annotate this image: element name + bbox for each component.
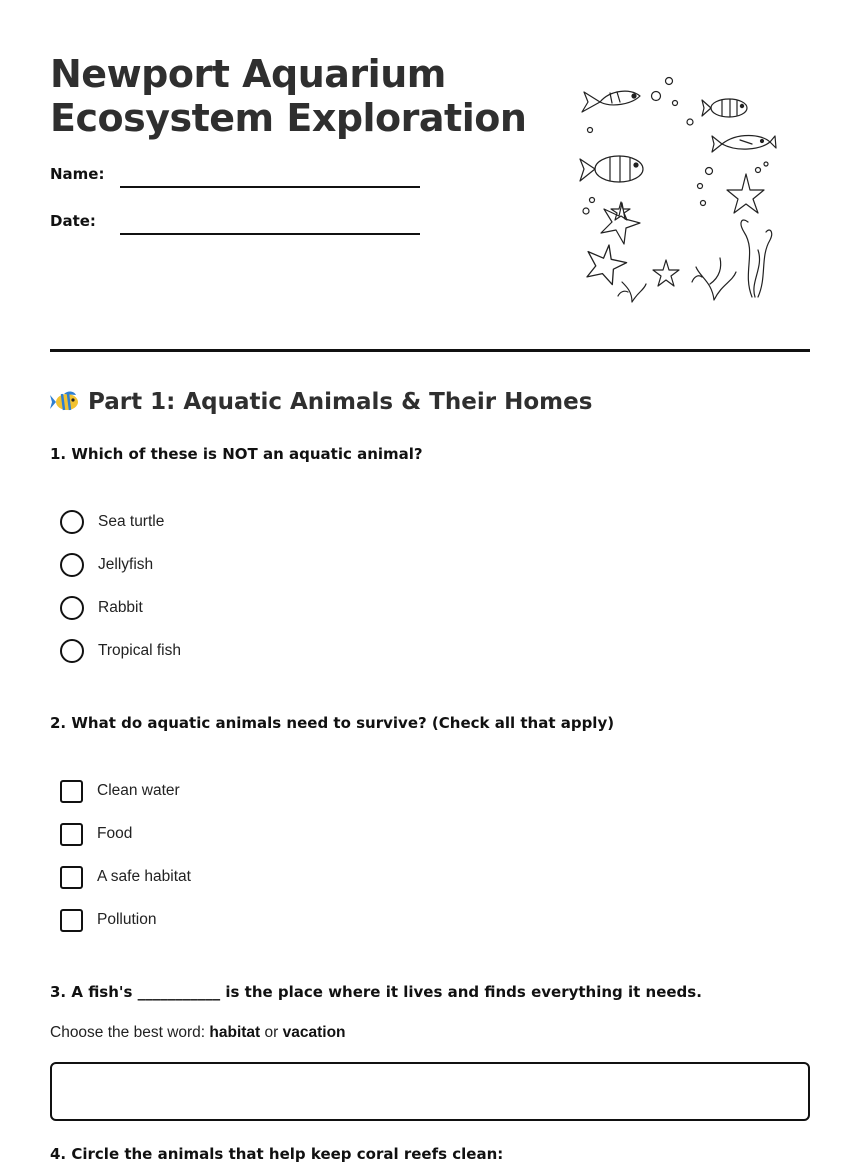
- radio-button[interactable]: [60, 510, 84, 534]
- hint-or: or: [260, 1024, 283, 1041]
- part-1-heading-text: Part 1: Aquatic Animals & Their Homes: [88, 389, 593, 415]
- q1-option[interactable]: [60, 595, 143, 621]
- ocean-animals-illustration: [572, 72, 782, 307]
- question-2: 2. What do aquatic animals need to survive? (Check all that apply): [50, 714, 615, 732]
- tropical-fish-icon: [50, 389, 80, 415]
- question-3-hint: [50, 1024, 346, 1042]
- option-label: Jellyfish: [98, 556, 154, 573]
- option-label: Clean water: [97, 782, 180, 799]
- name-line[interactable]: [120, 186, 420, 188]
- seaweed-icon: [741, 220, 772, 297]
- option-label: Pollution: [97, 911, 157, 928]
- title-line-1: Newport Aquarium: [50, 52, 446, 96]
- clownfish-icon: [580, 156, 643, 182]
- starfish-icon: [587, 174, 764, 286]
- long-fish-icon: [712, 136, 776, 153]
- q1-option[interactable]: [60, 552, 153, 578]
- part-1-heading: [50, 389, 592, 415]
- checkbox[interactable]: [60, 780, 83, 803]
- worksheet-title: [50, 52, 526, 140]
- option-label: Food: [97, 825, 133, 842]
- radio-button[interactable]: [60, 639, 84, 663]
- checkbox[interactable]: [60, 866, 83, 889]
- question-3: 3. A fish's ___________ is the place where it lives and finds everything it needs.: [50, 983, 702, 1001]
- q2-option[interactable]: [60, 821, 132, 847]
- q1-option[interactable]: [60, 638, 181, 664]
- radio-button[interactable]: [60, 553, 84, 577]
- striped-fish-icon: [702, 99, 747, 117]
- date-line[interactable]: [120, 233, 420, 235]
- hint-prefix: Choose the best word:: [50, 1024, 210, 1041]
- checkbox[interactable]: [60, 909, 83, 932]
- question-4: 4. Circle the animals that help keep coral reefs clean:: [50, 1145, 504, 1163]
- section-divider: [50, 349, 810, 352]
- fish-icon: [582, 91, 640, 112]
- hint-word-habitat: habitat: [209, 1024, 261, 1041]
- name-field[interactable]: [50, 165, 430, 195]
- date-field[interactable]: [50, 212, 430, 242]
- worksheet-page: [50, 0, 810, 1161]
- question-1: 1. Which of these is NOT an aquatic animal?: [50, 445, 423, 463]
- option-label: A safe habitat: [97, 868, 191, 885]
- radio-button[interactable]: [60, 596, 84, 620]
- checkbox[interactable]: [60, 823, 83, 846]
- name-label: Name:: [50, 165, 105, 183]
- option-label: Sea turtle: [98, 513, 165, 530]
- title-line-2: Ecosystem Exploration: [50, 96, 527, 140]
- q1-option[interactable]: [60, 509, 164, 535]
- q2-option[interactable]: [60, 907, 156, 933]
- hint-word-vacation: vacation: [282, 1024, 346, 1041]
- option-label: Tropical fish: [98, 642, 181, 659]
- q2-option[interactable]: [60, 864, 191, 890]
- option-label: Rabbit: [98, 599, 143, 616]
- date-label: Date:: [50, 212, 96, 230]
- question-3-answer-box[interactable]: [50, 1062, 810, 1121]
- q2-option[interactable]: [60, 778, 180, 804]
- coral-icon: [618, 258, 736, 302]
